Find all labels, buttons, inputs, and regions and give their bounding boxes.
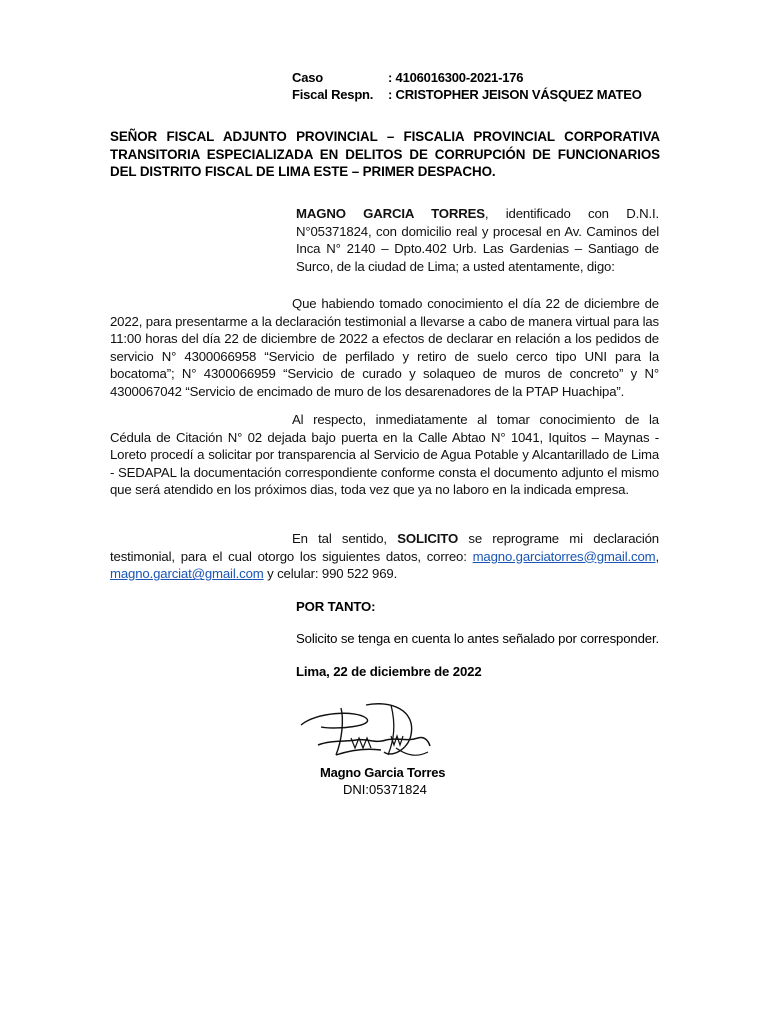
fiscal-label: Fiscal Respn. xyxy=(292,87,374,102)
solicito-keyword: SOLICITO xyxy=(397,531,459,546)
request-text-2: se reprograme mi declaración testimonial, para el cual otorgo los siguientes datos, correo: xyxy=(110,531,659,564)
paragraph-transparency xyxy=(110,411,659,499)
paragraph-citation xyxy=(110,295,659,401)
case-number: : 4106016300-2021-176 xyxy=(388,70,524,85)
fiscal-name: : CRISTOPHER JEISON VÁSQUEZ MATEO xyxy=(388,87,642,102)
intro-paragraph xyxy=(296,205,659,275)
email-separator: , xyxy=(655,548,659,564)
paragraph-request xyxy=(110,530,659,583)
petitioner-name: MAGNO GARCIA TORRES xyxy=(296,206,485,221)
case-row xyxy=(292,70,523,85)
addressee-heading: SEÑOR FISCAL ADJUNTO PROVINCIAL – FISCALIA PROVINCIAL CORPORATIVA TRANSITORIA ESPECIALIZADA EN DELITOS DE CORRUPCIÓN DE FUNCIONARIOS DEL DISTRITO FISCAL DE LIMA ESTE – PRIMER DESPACHO. xyxy=(110,129,660,180)
handwritten-signature xyxy=(296,700,446,770)
case-label: Caso xyxy=(292,70,323,85)
solicito-line: Solicito se tenga en cuenta lo antes señalado por corresponder. xyxy=(296,631,659,646)
email-link-secondary[interactable]: magno.garciat@gmail.com xyxy=(110,566,264,582)
signatory-dni: DNI:05371824 xyxy=(343,782,427,797)
request-text-3: y celular: 990 522 969. xyxy=(263,566,398,582)
por-tanto-heading: POR TANTO: xyxy=(296,599,376,614)
fiscal-row xyxy=(292,87,642,102)
signatory-name: Magno Garcia Torres xyxy=(320,765,446,780)
date-line: Lima, 22 de diciembre de 2022 xyxy=(296,664,482,679)
request-text-1: En tal sentido, xyxy=(292,531,398,546)
paragraph-transparency-text: Al respecto, inmediatamente al tomar conocimiento de la Cédula de Citación N° 02 dejada bajo puerta en la Calle Abtao N° 1041, Iquitos – Maynas - Loreto procedí a solicitar por transparencia al Servicio de Agua Potable y Alcantarillado de Lima - SEDAPAL la documentación correspondiente conforme consta el documento adjunto el mismo que será atendido en los próximos dias, toda vez que ya no laboro en la indicada empresa. xyxy=(110,412,659,498)
paragraph-citation-text: Que habiendo tomado conocimiento el día 22 de diciembre de 2022, para presentarme a la declaración testimonial a llevarse a cabo de manera virtual para las 11:00 horas del día 22 de diciembre de 2022 a efectos de declarar en relación a los pedidos de servicio N° 4300066958 “Servicio de perfilado y retiro de suelo cerco tipo UNI para la bocatoma”; N° 4300066959 “Servicio de curado y solaqueo de muros de concreto” y N° 4300067042 “Servicio de encimado de muro de los desarenadores de la PTAP Huachipa”. xyxy=(110,296,659,399)
intro-text: , identificado con D.N.I. N°05371824, con domicilio real y procesal en Av. Caminos del Inca N° 2140 – Dpto.402 Urb. Las Gardenias – Santiago de Surco, de la ciudad de Lima; a usted atentamente, digo: xyxy=(296,206,659,274)
email-link-primary[interactable]: magno.garciatorres@gmail.com xyxy=(472,548,656,564)
